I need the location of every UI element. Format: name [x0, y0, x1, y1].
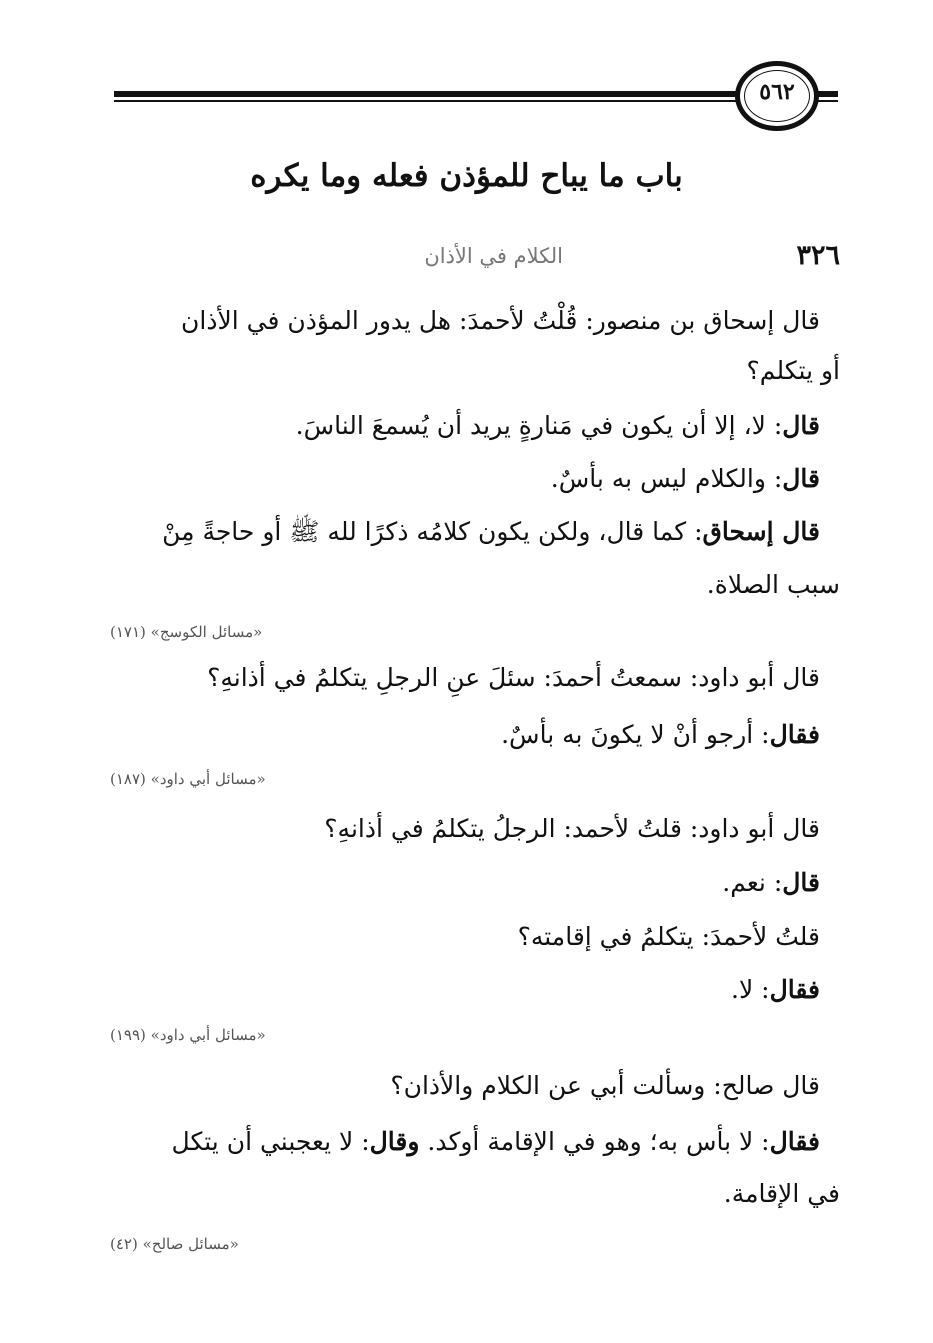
text-line: قال أبو داود: سمعتُ أحمدَ: سئلَ عنِ الرجلِ يتكلمُ في أذانهِ؟: [207, 663, 820, 692]
speaker-label: قال: [782, 411, 820, 440]
text-line: [100, 409, 820, 443]
line-text: : لا يعجبني أن يتكل: [171, 1127, 370, 1156]
line-text: : كما قال، ولكن يكون كلامُه ذكرًا لله ﷺ أو حاجةً مِنْ: [162, 517, 703, 546]
speaker-label: وقال: [369, 1127, 420, 1156]
line-text: : نعم.: [722, 868, 783, 897]
entry-heading: الكلام في الأذان: [424, 244, 563, 268]
entry-number: ٣٢٦: [796, 240, 840, 271]
speaker-label: قال: [782, 868, 820, 897]
speaker-label: قال إسحاق: [702, 517, 820, 546]
text-line: قال صالح: وسألت أبي عن الكلام والأذان؟: [390, 1071, 820, 1100]
page-number: ٥٦٢: [759, 79, 795, 105]
text-line: سبب الصلاة.: [706, 570, 840, 599]
text-line: قال إسحاق بن منصور: قُلْتُ لأحمدَ: هل يدور المؤذن في الأذان: [181, 306, 820, 335]
speaker-label: قال: [782, 464, 820, 493]
text-line: أو يتكلم؟: [746, 356, 840, 385]
text-line: [100, 866, 820, 900]
speaker-label: فقال: [769, 975, 820, 1004]
source-citation: «مسائل الكوسج» (١٧١): [110, 623, 263, 641]
text-line: [100, 718, 820, 752]
chapter-title: باب ما يباح للمؤذن فعله وما يكره: [250, 158, 683, 194]
text-line: في الإقامة.: [723, 1179, 840, 1208]
line-text: : أرجو أنْ لا يكونَ به بأسٌ.: [501, 720, 770, 749]
page-number-medallion: [735, 61, 819, 131]
text-line: [100, 462, 820, 496]
line-text: : لا بأس به؛ وهو في الإقامة أوكد.: [419, 1127, 770, 1156]
speaker-label: فقال: [769, 720, 820, 749]
text-line: [100, 515, 820, 549]
text-line: قال أبو داود: قلتُ لأحمد: الرجلُ يتكلمُ في أذانهِ؟: [324, 814, 820, 843]
speaker-label: فقال: [769, 1127, 820, 1156]
source-citation: «مسائل أبي داود» (١٨٧): [110, 770, 266, 788]
source-citation: «مسائل أبي داود» (١٩٩): [110, 1026, 266, 1044]
header-rule: [114, 91, 750, 104]
text-line: [100, 973, 820, 1007]
line-text: : لا.: [731, 975, 770, 1004]
text-line: قلتُ لأحمدَ: يتكلمُ في إقامته؟: [517, 922, 820, 951]
source-citation: «مسائل صالح» (٤٢): [110, 1235, 239, 1253]
line-text: : لا، إلا أن يكون في مَنارةٍ يريد أن يُسمعَ الناسَ.: [295, 411, 783, 440]
line-text: : والكلام ليس به بأسٌ.: [550, 464, 783, 493]
text-line: [100, 1125, 820, 1159]
